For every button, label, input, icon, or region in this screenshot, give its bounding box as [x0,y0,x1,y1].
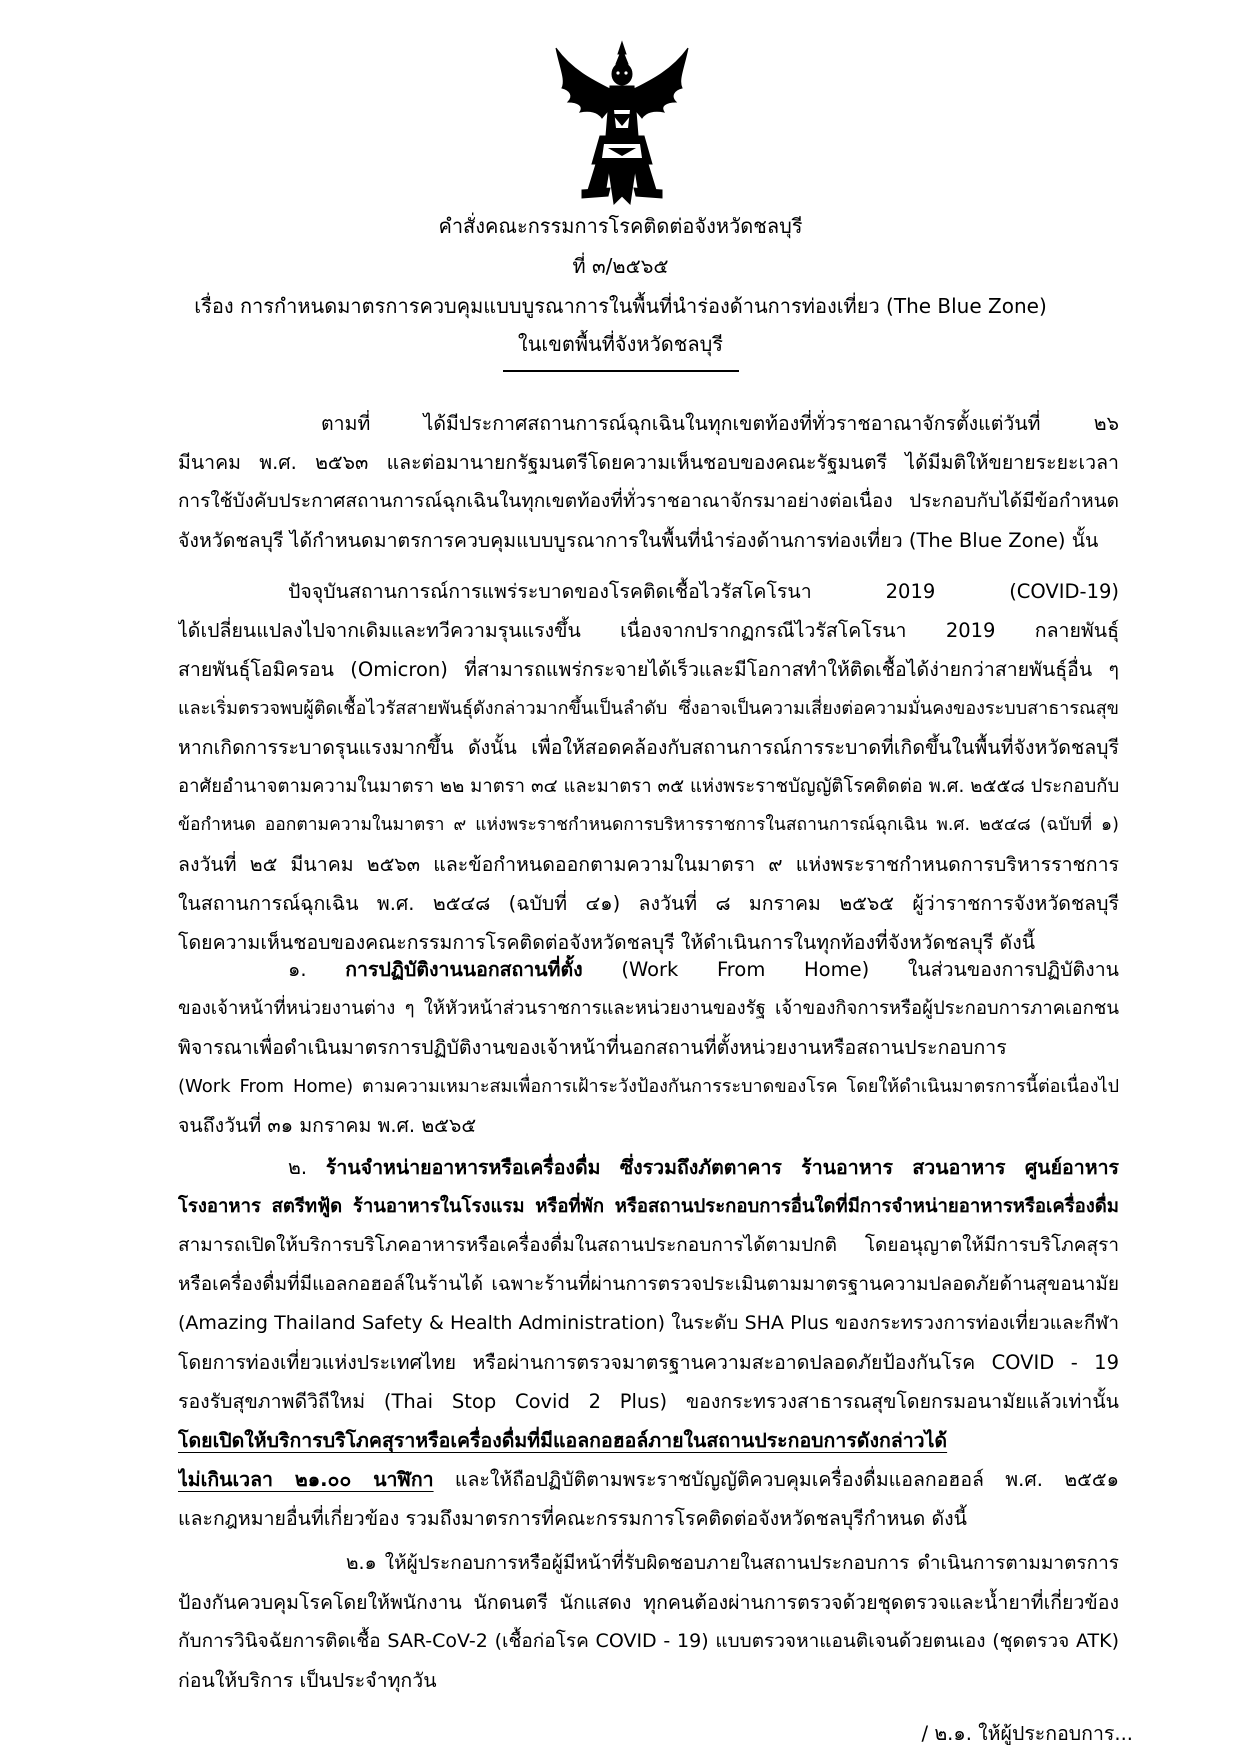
text-line: และกฎหมายอื่นที่เกี่ยวข้อง รวมถึงมาตรการที่คณะกรรมการโรคติดต่อจังหวัดชลบุรีกำหนด ดังนี้ [178,1507,968,1530]
item-2-heading-2: โรงอาหาร สตรีทฟู้ด ร้านอาหารในโรงแรม หรือที่พัก หรือสถานประกอบการอื่นใดที่มีการจำหน่ายอาหารหรือเครื่องดื่ม [178,1196,1119,1217]
item-2-heading-1: ร้านจำหน่ายอาหารหรือเครื่องดื่ม ซึ่งรวมถึงภัตตาคาร ร้านอาหาร สวนอาหาร ศูนย์อาหาร [325,1156,1119,1179]
continuation-note: / ๒.๑. ให้ผู้ประกอบการ... [921,1722,1133,1745]
paragraph-background [178,404,1119,560]
header-divider [503,370,739,372]
order-subject-area: ในเขตพื้นที่จังหวัดชลบุรี [517,332,724,356]
order-title: คำสั่งคณะกรรมการโรคติดต่อจังหวัดชลบุรี [438,214,803,238]
item-2-heading-line [178,1148,1119,1187]
text-line: ได้เปลี่ยนแปลงไปจากเดิมและทวีความรุนแรงขึ้น เนื่องจากปรากฏกรณีไวรัสโคโรนา 2019 กลายพันธุ์ [178,619,1119,642]
emphasis-line: โดยเปิดให้บริการบริโภคสุราหรือเครื่องดื่มที่มีแอลกอฮอล์ภายในสถานประกอบการดังกล่าวได้ [178,1429,948,1452]
item-1-work-from-home [178,950,1119,1145]
text-line: จังหวัดชลบุรี ได้กำหนดมาตรการควบคุมแบบบูรณาการในพื้นที่นำร่องด้านการท่องเที่ยว (The Blue Zone) นั้น [178,529,1099,552]
text-line: สายพันธุ์โอมิครอน (Omicron) ที่สามารถแพร่กระจายได้เร็วและมีโอกาสทำให้ติดเชื้อได้ง่ายกว่าสายพันธุ์อื่น ๆ [178,658,1119,681]
emphasis-line-2 [178,1460,1119,1499]
text-line: ในสถานการณ์ฉุกเฉิน พ.ศ. ๒๕๔๘ (ฉบับที่ ๔๑) ลงวันที่ ๘ มกราคม ๒๕๖๕ ผู้ว่าราชการจังหวัดชลบุรี [178,892,1119,915]
text-line: (Work From Home) ตามความเหมาะสมเพื่อการเฝ้าระวังป้องกันการระบาดของโรค โดยให้ดำเนินมาตรการนี้ต่อเนื่องไป [178,1076,1119,1097]
item-2-food-establishments [178,1148,1119,1538]
text-line: ๒.๑ ให้ผู้ประกอบการหรือผู้มีหน้าที่รับผิดชอบภายในสถานประกอบการ ดำเนินการตามมาตรการ [346,1552,1119,1574]
item-1-heading: การปฏิบัติงานนอกสถานที่ตั้ง [345,958,583,981]
text-line: ปัจจุบันสถานการณ์การแพร่ระบาดของโรคติดเชื้อไวรัสโคโรนา 2019 (COVID-19) [288,580,1119,603]
garuda-emblem-icon [552,40,692,208]
item-number: ๒. [288,1156,308,1179]
text-line: จนถึงวันที่ ๓๑ มกราคม พ.ศ. ๒๕๖๕ [178,1114,477,1137]
text-line: โดยการท่องเที่ยวแห่งประเทศไทย หรือผ่านการตรวจมาตรฐานความสะอาดปลอดภัยป้องกันโรค COVID - 19 [178,1351,1119,1374]
text-line: ลงวันที่ ๒๕ มีนาคม ๒๕๖๓ และข้อกำหนดออกตามความในมาตรา ๙ แห่งพระราชกำหนดการบริหารราชการ [178,853,1119,876]
text-line: อาศัยอำนาจตามความในมาตรา ๒๒ มาตรา ๓๔ และมาตรา ๓๕ แห่งพระราชบัญญัติโรคติดต่อ พ.ศ. ๒๕๕๘ ประกอบกับ [178,776,1119,797]
text-line: สามารถเปิดให้บริการบริโภคอาหารหรือเครื่องดื่มในสถานประกอบการได้ตามปกติ โดยอนุญาตให้มีการบริโภคสุรา [178,1234,1119,1256]
order-subject: เรื่อง การกำหนดมาตรการควบคุมแบบบูรณาการในพื้นที่นำร่องด้านการท่องเที่ยว (The Blue Zone) [194,294,1047,318]
text-line: มีนาคม พ.ศ. ๒๕๖๓ และต่อมานายกรัฐมนตรีโดยความเห็นชอบของคณะรัฐมนตรี ได้มีมติให้ขยายระยะเวลา [178,451,1119,474]
text-line: การใช้บังคับประกาศสถานการณ์ฉุกเฉินในทุกเขตท้องที่ทั่วราชอาณาจักรมาอย่างต่อเนื่อง ประกอบกับได้มีข้อกำหนด [178,490,1119,512]
text-line: และเริ่มตรวจพบผู้ติดเชื้อไวรัสสายพันธุ์ดังกล่าวมากขึ้นเป็นลำดับ ซึ่งอาจเป็นความเสี่ยงต่อความมั่นคงของระบบสาธารณสุข [178,698,1119,719]
text-line: (Amazing Thailand Safety & Health Administration) ในระดับ SHA Plus ของกระทรวงการท่องเที่ยวและกีฬา [178,1312,1119,1334]
emphasis-rest: และให้ถือปฏิบัติตามพระราชบัญญัติควบคุมเครื่องดื่มแอลกอฮอล์ พ.ศ. ๒๕๕๑ [433,1468,1119,1491]
text-line: รองรับสุขภาพดีวิถีใหม่ (Thai Stop Covid 2 Plus) ของกระทรวงสาธารณสุขโดยกรมอนามัยแล้วเท่านั้น [178,1390,1119,1413]
paragraph-current-situation [178,572,1119,962]
text-line: พิจารณาเพื่อดำเนินมาตรการปฏิบัติงานของเจ้าหน้าที่นอกสถานที่ตั้งหน่วยงานหรือสถานประกอบการ [178,1036,1007,1059]
text-line: โดยความเห็นชอบของคณะกรรมการโรคติดต่อจังหวัดชลบุรี ให้ดำเนินการในทุกท้องที่จังหวัดชลบุรี ดังนี้ [178,931,1036,954]
text-line: หรือเครื่องดื่มที่มีแอลกอฮอล์ในร้านได้ เฉพาะร้านที่ผ่านการตรวจประเมินตามมาตรฐานความปลอดภัยด้านสุขอนามัย [178,1273,1119,1295]
item-1-first-rest: (Work From Home) ในส่วนของการปฏิบัติงาน [621,958,1119,981]
text-line: ป้องกันควบคุมโรคโดยให้พนักงาน นักดนตรี นักแสดง ทุกคนต้องผ่านการตรวจด้วยชุดตรวจและน้ำยาที่เกี่ยวข้อง [178,1591,1119,1614]
text-line: หากเกิดการระบาดรุนแรงมากขึ้น ดังนั้น เพื่อให้สอดคล้องกับสถานการณ์การระบาดที่เกิดขึ้นในพื้นที่จังหวัดชลบุรี [178,736,1119,759]
text-line: ของเจ้าหน้าที่หน่วยงานต่าง ๆ ให้หัวหน้าส่วนราชการและหน่วยงานของรัฐ เจ้าของกิจการหรือผู้ประกอบการภาคเอกชน [178,998,1119,1019]
text-line: กับการวินิจฉัยการติดเชื้อ SAR-CoV-2 (เชื้อก่อโรค COVID - 19) แบบตรวจหาแอนติเจนด้วยตนเอง (ชุดตรวจ ATK) [178,1630,1119,1652]
text-line: ตามที่ ได้มีประกาศสถานการณ์ฉุกเฉินในทุกเขตท้องที่ทั่วราชอาณาจักรตั้งแต่วันที่ ๒๖ [321,412,1119,435]
time-limit: ไม่เกินเวลา ๒๑.๐๐ นาฬิกา [178,1468,434,1491]
order-number: ที่ ๓/๒๕๖๕ [572,254,669,278]
item-number: ๑. [288,958,307,981]
item-2-1-atk-testing [178,1544,1119,1700]
text-line: ข้อกำหนด ออกตามความในมาตรา ๙ แห่งพระราชกำหนดการบริหารราชการในสถานการณ์ฉุกเฉิน พ.ศ. ๒๕๔๘ (ฉบับที่ ๑) [178,815,1119,835]
item-1-first-line [178,950,1119,989]
text-line: ก่อนให้บริการ เป็นประจำทุกวัน [178,1669,437,1692]
